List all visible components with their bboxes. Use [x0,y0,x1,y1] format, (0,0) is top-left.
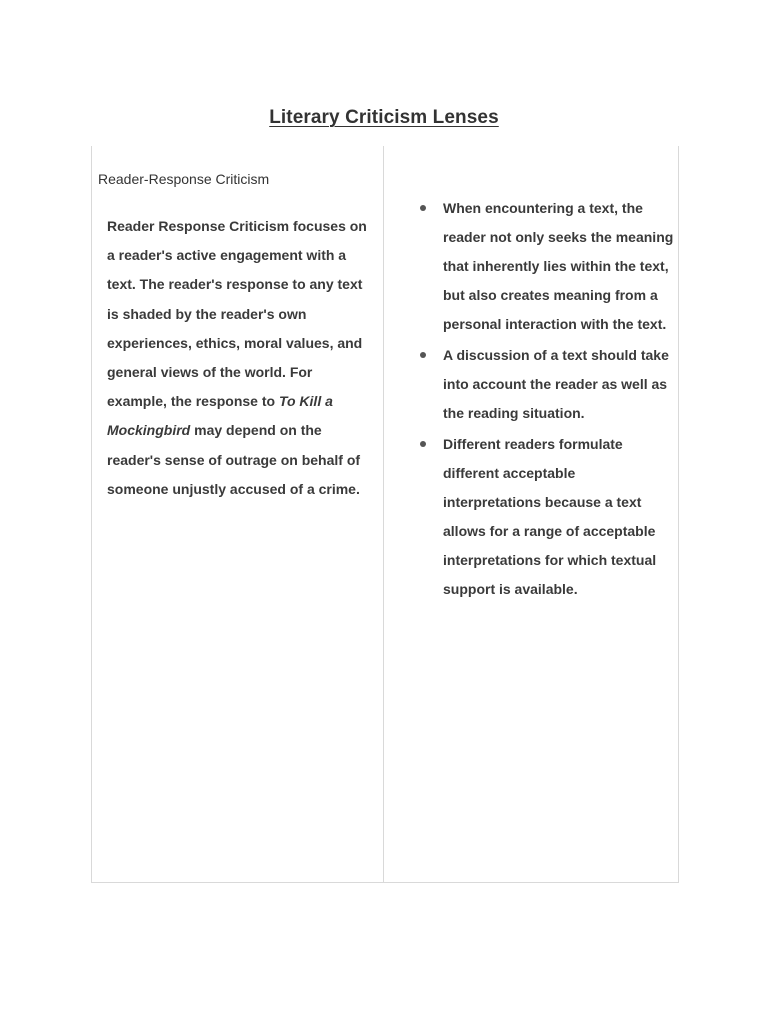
book-title: To Kill a Mockingbird [107,393,333,439]
description-paragraph [107,212,375,504]
list-item [384,194,674,339]
paragraph-text-start: Reader Response Criticism focuses on a reader's active engagement with a text. The reader's response to any text is shaded by the reader's own experiences, ethics, moral values, and general views of the world. For example, the response to [107,218,367,410]
section-heading: Reader-Response Criticism [98,171,270,187]
list-item-text: A discussion of a text should take into account the reader as well as the reading situation. [443,347,669,422]
criticism-table [91,146,679,883]
paragraph-text-end: may depend on the reader's sense of outrage on behalf of someone unjustly accused of a crime. [107,422,361,497]
list-item [384,341,674,428]
bullet-icon [420,352,426,358]
list-item [384,430,674,605]
document-title: Literary Criticism Lenses [269,107,499,128]
list-item-text: When encountering a text, the reader not only seeks the meaning that inherently lies within the text, but also creates meaning from a personal interaction with the text. [443,200,674,333]
list-item-text: Different readers formulate different acceptable interpretations because a text allows for a range of acceptable interpretations for which textual support is available. [443,435,657,598]
bullet-icon [420,441,426,447]
bullet-list [384,194,674,606]
table-cell-right [384,146,678,882]
table-cell-left [92,146,383,882]
bullet-icon [420,205,426,211]
